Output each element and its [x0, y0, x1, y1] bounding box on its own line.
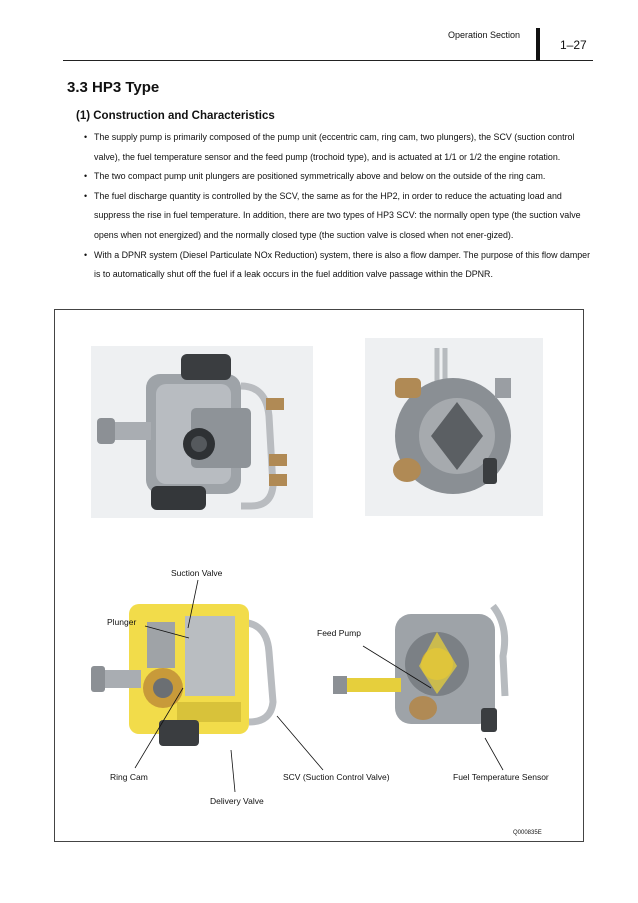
subsection-title: (1) Construction and Characteristics	[76, 110, 275, 122]
bullet-item: • With a DPNR system (Diesel Particulate NOx Reduction) system, there is also a flow damper. The purpose of this flow damper is to automatically shut off the fuel if a leak occurs in the fuel addition valve passage within the DPNR.	[84, 246, 592, 285]
label-ring-cam: Ring Cam	[110, 772, 148, 782]
bullet-item: • The two compact pump unit plungers are positioned symmetrically above and below on the outside of the ring cam.	[84, 167, 592, 187]
label-scv: SCV (Suction Control Valve)	[283, 772, 390, 782]
header-bar	[536, 28, 540, 61]
label-plunger: Plunger	[107, 617, 137, 627]
figure-code: Q000835E	[513, 830, 542, 836]
label-delivery-valve: Delivery Valve	[210, 796, 264, 806]
callout-leader-lines	[55, 310, 585, 843]
label-feed-pump: Feed Pump	[317, 628, 361, 638]
bullet-item: • The supply pump is primarily composed of the pump unit (eccentric cam, ring cam, two plungers), the SCV (suction control valve), the fuel temperature sensor and the feed pump (trochoid type), and is actuated at 1/1 or 1/2 the engine rotation.	[84, 128, 592, 167]
bullet-list	[84, 128, 592, 285]
bullet-item: • The fuel discharge quantity is controlled by the SCV, the same as for the HP2, in order to reduce the actuating load and suppress the rise in fuel temperature. In addition, there are two types of HP3 SCV: the normally open type (the suction valve opens when not energized) and the normally closed type (the suction valve is closed when not ener-gized).	[84, 187, 592, 246]
label-fuel-temperature-sensor: Fuel Temperature Sensor	[453, 772, 549, 782]
section-title: 3.3 HP3 Type	[67, 79, 160, 96]
label-suction-valve: Suction Valve	[171, 568, 223, 578]
header-section-name: Operation Section	[448, 30, 521, 40]
page-number: 1–27	[560, 38, 587, 52]
header-divider	[63, 60, 593, 61]
pump-figure	[54, 309, 584, 842]
